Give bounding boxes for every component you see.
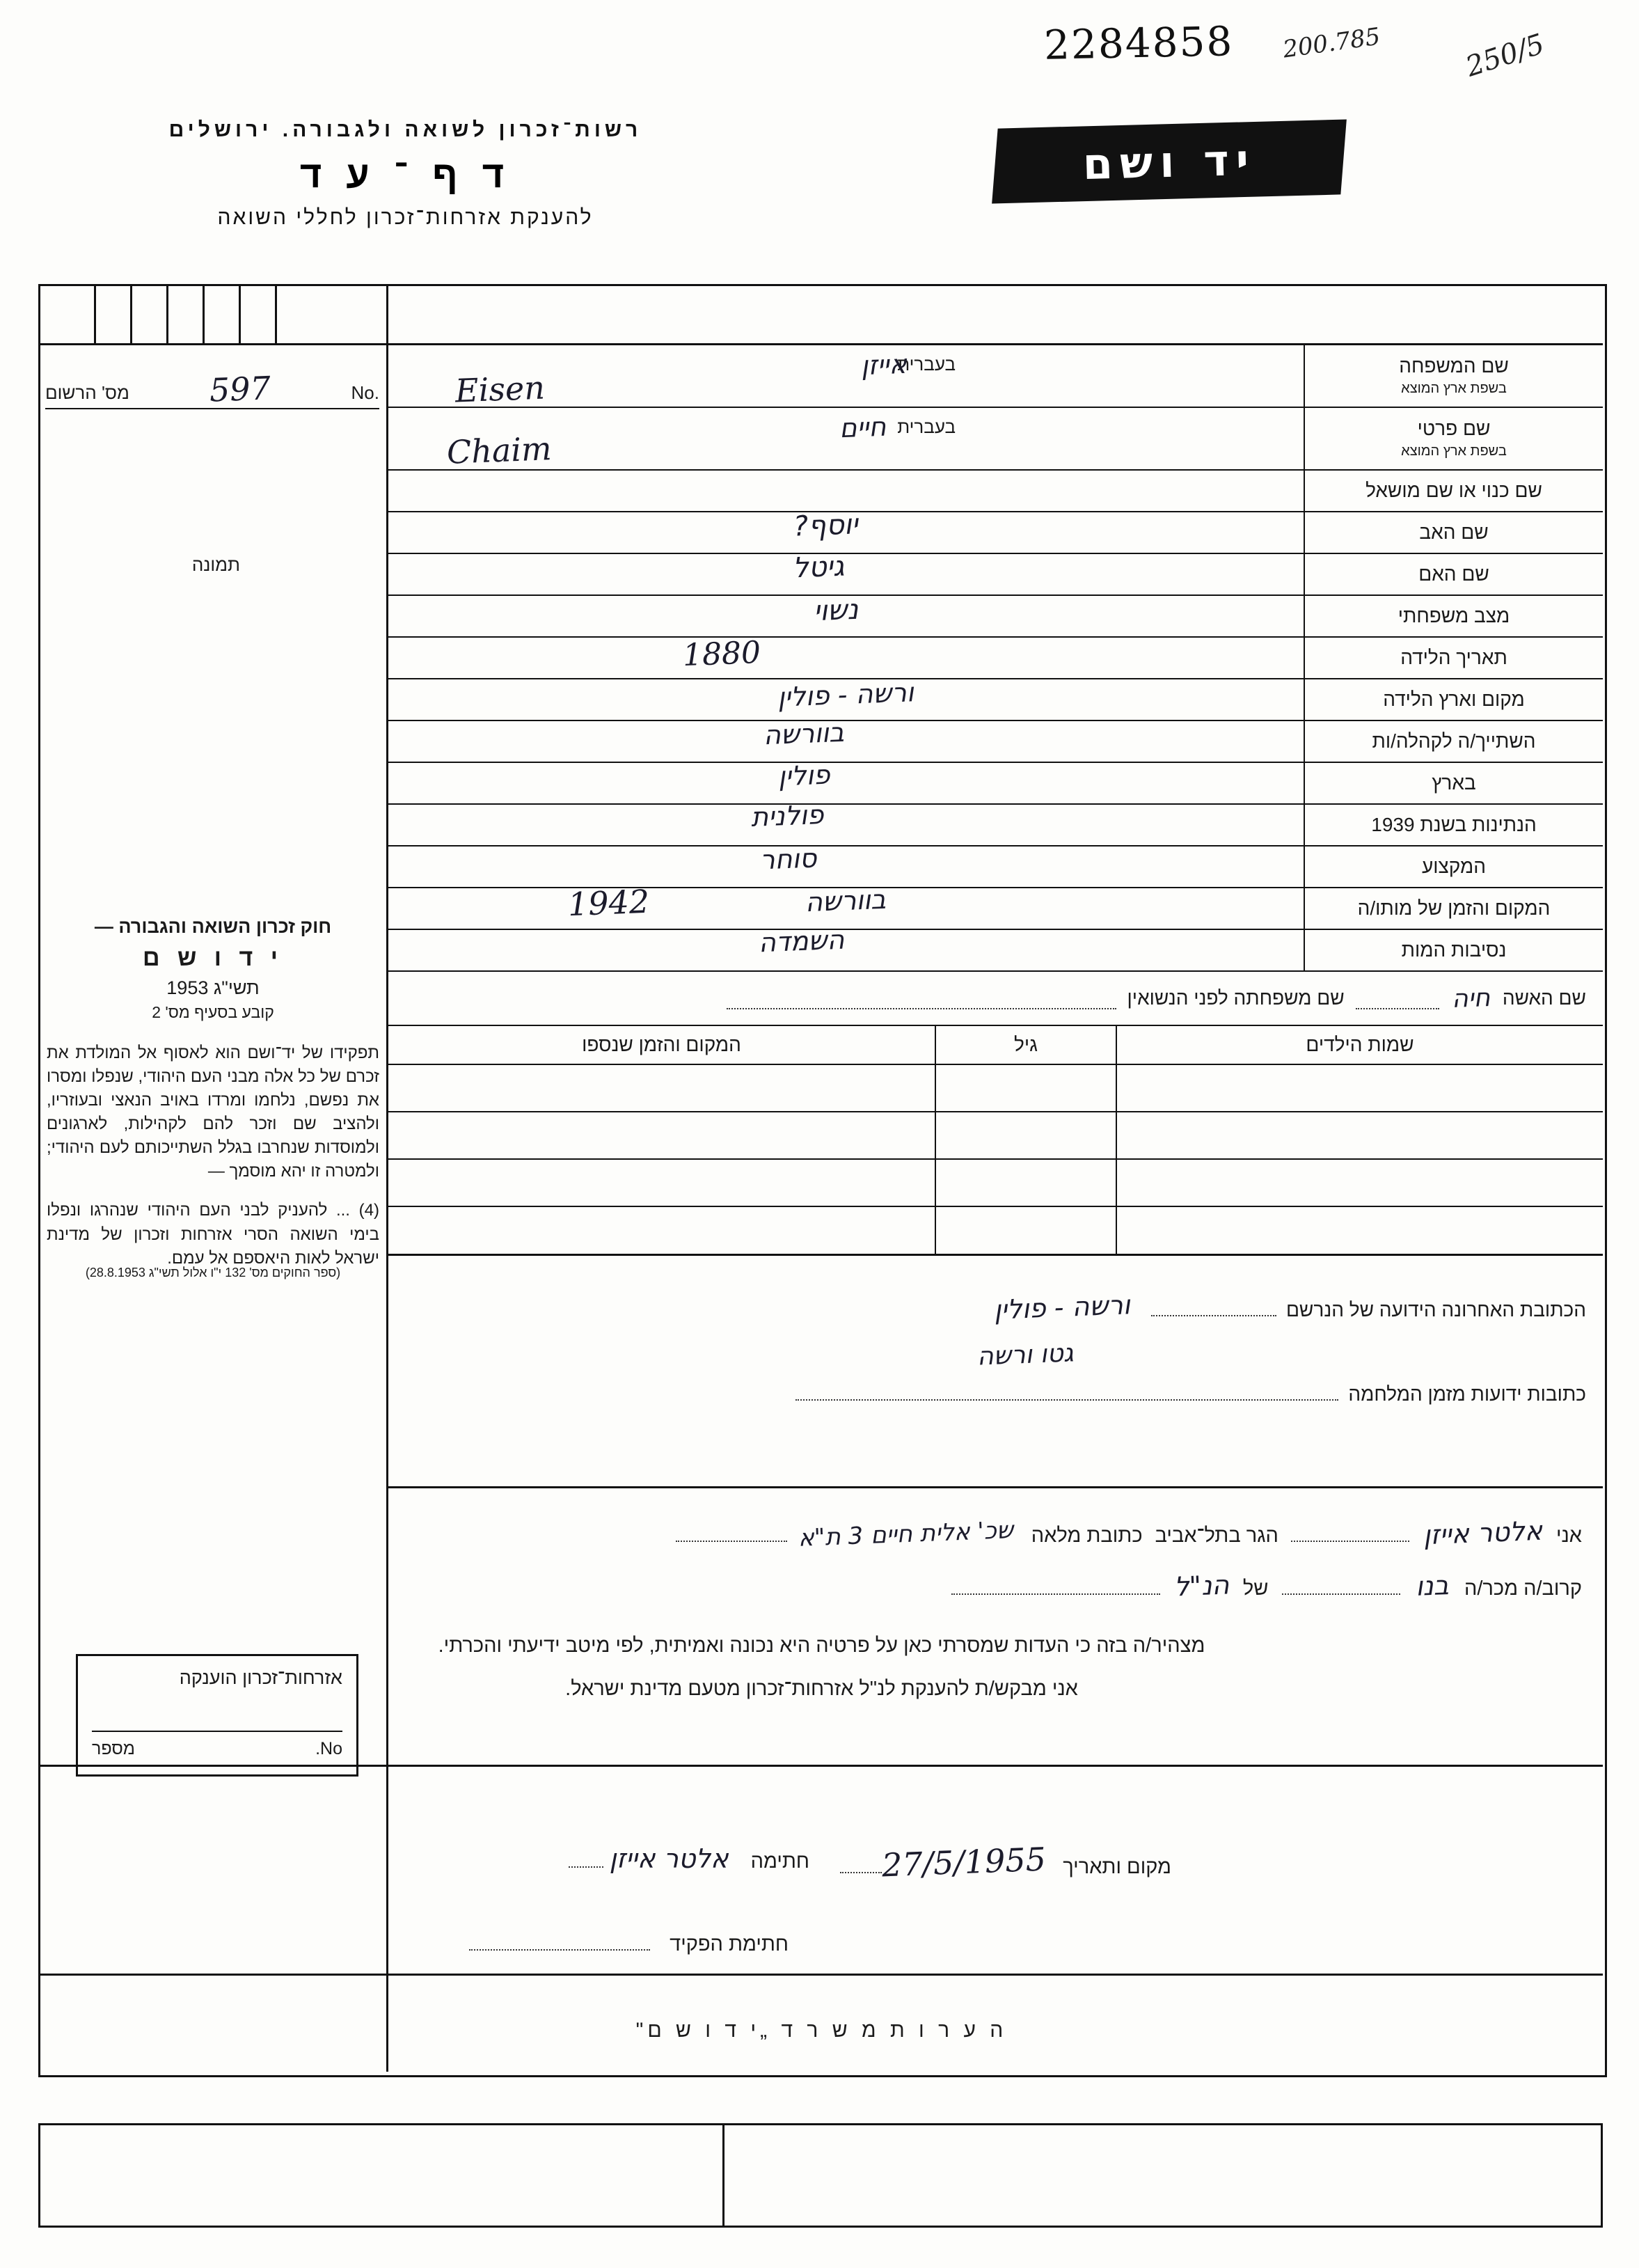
field-value-death-circumstances[interactable] <box>388 924 1304 970</box>
field-sublabel-text: בשפת ארץ המוצא <box>1401 443 1507 459</box>
handwritten-first-name-lat: Chaim <box>446 430 553 471</box>
declaration-dots-4 <box>951 1573 1160 1595</box>
declaration-of-label: של <box>1242 1577 1269 1600</box>
children-cell-age[interactable] <box>935 1160 1116 1206</box>
declaration-statement: מצהיר/ה בזה כי העדות שמסרתי כאן על פרטיה היא נכונה ואמיתית, לפי מיטב ידיעתי והכרתי. <box>438 1635 1205 1657</box>
children-col-age: גיל <box>935 1026 1116 1064</box>
field-value-alias[interactable] <box>388 471 1304 511</box>
document-header <box>139 118 672 230</box>
field-sublabel-text: בשפת ארץ המוצא <box>1401 380 1507 396</box>
signature-row[interactable] <box>569 1843 809 1874</box>
signature-block <box>40 1767 1603 1976</box>
handwritten-death-year: 1942 <box>567 882 650 924</box>
table-row[interactable] <box>388 1065 1603 1112</box>
field-row-mother-name <box>388 550 1603 596</box>
field-row-alias <box>388 471 1603 512</box>
handwritten-citizenship: פולנית <box>750 799 824 833</box>
handwritten-death-place: בוורשה <box>805 883 887 918</box>
declaration-dots-1 <box>1291 1520 1409 1542</box>
field-value-birth-place[interactable] <box>388 679 1304 720</box>
field-label-text: שם האב <box>1419 521 1489 543</box>
topbar-cell-3 <box>166 284 205 345</box>
field-row-death-place-time <box>388 882 1603 930</box>
field-label-text: הנתינות בשנת 1939 <box>1371 813 1537 835</box>
wife-dots-1 <box>1356 987 1439 1009</box>
address-dots-2 <box>795 1378 1338 1401</box>
logo-text: יד ושם <box>1082 134 1257 189</box>
children-cell-place[interactable] <box>388 1112 935 1158</box>
field-label-text: המקצוע <box>1421 855 1487 877</box>
law-line-4: קובע בסעיף מס' 2 <box>152 1003 274 1021</box>
footer-note: ה ע ר ו ת מ ש ר ד „י ד ו ש ם" <box>635 2019 1008 2042</box>
declaration-line-1[interactable] <box>61 1515 1582 1552</box>
handwritten-profession: סוחר <box>759 842 817 876</box>
handwritten-birth-place: ורשה - פולין <box>777 677 914 713</box>
declaration-line-2[interactable] <box>61 1570 1582 1601</box>
field-row-first-name <box>388 408 1603 471</box>
children-cell-place[interactable] <box>388 1160 935 1206</box>
award-box-title: אזרחות־זכרון הוענקה <box>179 1667 342 1688</box>
children-cell-name[interactable] <box>1116 1207 1603 1254</box>
declaration-dots-3 <box>1282 1573 1400 1595</box>
declaration-full-address-label: כתובת מלאה <box>1031 1525 1143 1547</box>
place-date-row[interactable] <box>840 1840 1171 1884</box>
children-col-place: המקום והזמן שנספו <box>582 1034 741 1055</box>
declaration-request: אני מבקש/ת להענקת לנ"ל אזרחות־זכרון מטעם מדינת ישראל. <box>565 1678 1078 1700</box>
field-label-father-name <box>1304 512 1603 553</box>
field-label-profession <box>1304 846 1603 887</box>
field-label-birth-place <box>1304 679 1603 720</box>
field-label-text: שם המשפחה <box>1399 355 1509 377</box>
field-value-citizenship-1939[interactable] <box>388 799 1304 845</box>
field-label-community <box>1304 721 1603 762</box>
topbar-cell-6 <box>275 284 313 345</box>
authority-line: רשות־זכרון לשואה ולגבורה. ירושלים <box>168 118 642 141</box>
field-label-family-name <box>1304 345 1603 407</box>
field-label-text: שם כנוי או שם מושאל <box>1365 479 1542 501</box>
field-label-citizenship-1939 <box>1304 805 1603 845</box>
handwritten-first-name-heb: חיים <box>839 411 887 444</box>
field-value-family-name[interactable] <box>388 345 1304 410</box>
law-line-3: תשי"ג 1953 <box>166 977 260 998</box>
children-cell-name[interactable] <box>1116 1065 1603 1111</box>
handwritten-mother-name: גיטל <box>792 550 845 585</box>
handwritten-death-circumstances: השמדה <box>758 924 845 959</box>
field-row-family-name <box>388 345 1603 408</box>
field-label-text: שם האם <box>1418 562 1489 585</box>
law-text <box>47 1041 379 1286</box>
field-label-first-name <box>1304 408 1603 469</box>
handwritten-declarant-name: אלטר אייזן <box>1423 1515 1543 1551</box>
handwritten-wife-name: חיה <box>1450 983 1491 1014</box>
footer-divider <box>722 2125 725 2226</box>
archive-annotation-2: 250/5 <box>1462 28 1549 84</box>
handwritten-family-name-lat: Eisen <box>454 368 546 410</box>
handwritten-place-date: 27/5/1955 <box>881 1840 1047 1884</box>
handwritten-last-known-address-2: גטו ורשה <box>976 1339 1075 1371</box>
topbar-cell-2 <box>130 284 168 345</box>
field-label-death-circumstances <box>1304 930 1603 970</box>
children-col-names: שמות הילדים <box>1116 1026 1603 1064</box>
field-value-mother-name[interactable] <box>388 550 1304 594</box>
yad-vashem-logo <box>992 119 1347 203</box>
topbar-cell-5 <box>239 284 277 345</box>
table-row[interactable] <box>388 1160 1603 1207</box>
officer-dots <box>469 1928 650 1951</box>
war-address-label: כתובות ידועות מזמן המלחמה <box>1348 1383 1586 1405</box>
wife-row[interactable] <box>388 972 1603 1026</box>
handwritten-marital-status: נשוי <box>812 593 859 628</box>
fields-column <box>388 345 1603 972</box>
field-label-text: תאריך הלידה <box>1400 646 1507 668</box>
law-line-1: חוק זכרון השואה והגבורה — <box>94 916 332 937</box>
field-row-marital-status <box>388 593 1603 638</box>
address-dots-1 <box>1151 1294 1276 1316</box>
handwritten-country: פולין <box>777 759 831 792</box>
field-row-citizenship-1939 <box>388 799 1603 846</box>
field-value-birth-date[interactable] <box>388 634 1304 678</box>
field-row-community <box>388 716 1603 763</box>
award-box-number-label: מספר <box>92 1739 135 1758</box>
archive-stamp-number: 2284858 <box>1043 17 1234 69</box>
field-label-marital-status <box>1304 596 1603 636</box>
last-known-address-row[interactable] <box>993 1289 1586 1325</box>
field-row-birth-date <box>388 634 1603 679</box>
table-row[interactable] <box>388 1207 1603 1254</box>
field-row-profession <box>388 842 1603 888</box>
children-cell-name[interactable] <box>1116 1160 1603 1206</box>
field-row-death-circumstances <box>388 924 1603 972</box>
footer-box <box>38 2123 1603 2228</box>
handwritten-of-value: הנ"ל <box>1173 1569 1230 1602</box>
children-table <box>388 1026 1603 1256</box>
handwritten-signature: אלטר אייזן <box>609 1843 729 1874</box>
children-cell-age[interactable] <box>935 1207 1116 1254</box>
handwritten-relation: בנו <box>1415 1570 1450 1602</box>
declaration-i-label: אני <box>1555 1525 1582 1547</box>
field-value-profession[interactable] <box>388 842 1304 887</box>
officer-signature-row[interactable] <box>469 1928 789 1956</box>
signature-label: חתימה <box>750 1850 809 1873</box>
field-label-text: מקום וארץ הלידה <box>1383 688 1525 710</box>
field-value-first-name[interactable] <box>388 408 1304 469</box>
topbar-cell-4 <box>203 284 241 345</box>
table-row[interactable] <box>388 1112 1603 1160</box>
signature-dots <box>569 1845 603 1868</box>
field-label-text: מצב משפחתי <box>1397 604 1510 627</box>
children-header-row <box>388 1026 1603 1065</box>
children-cell-name[interactable] <box>1116 1112 1603 1158</box>
wife-dots-2 <box>727 987 1116 1009</box>
field-row-father-name <box>388 508 1603 554</box>
field-label-text: המקום והזמן של מותו/ה <box>1357 897 1551 919</box>
handwritten-family-name-heb: אייזן <box>860 348 908 381</box>
declaration-relation-label: קרוב/ה מכר/ה <box>1464 1577 1582 1600</box>
officer-signature-label: חתימת הפקיד <box>670 1933 789 1955</box>
field-label-death-place-time <box>1304 888 1603 929</box>
declaration-block <box>40 1488 1603 1767</box>
field-row-country <box>388 759 1603 805</box>
topbar-cell-1 <box>94 284 132 345</box>
registration-line <box>45 366 379 409</box>
field-label-country <box>1304 763 1603 803</box>
archive-annotation-1: 200.785 <box>1281 22 1382 64</box>
law-paragraph-2: (4) ... להעניק לבני העם היהודי שנהרגו ונפלו בימי השואה הסרי אזרחות וזכרון של מדינת ישראל לאות היאספם אל עמם. <box>47 1201 379 1268</box>
page-subtitle: להענקת אזרחות־זכרון לחללי השואה <box>217 206 594 229</box>
declaration-resident-label: הגר בתל־אביב <box>1155 1525 1278 1547</box>
wife-maiden-label: שם משפחתה לפני הנשואין <box>1127 987 1345 1009</box>
field-label-birth-date <box>1304 638 1603 678</box>
field-lang-label: בעברית <box>897 416 956 437</box>
field-label-text: נסיבות המות <box>1401 938 1507 961</box>
field-value-death-place-time[interactable] <box>388 882 1304 929</box>
handwritten-last-known-address: ורשה - פולין <box>993 1289 1131 1325</box>
field-label-alias <box>1304 471 1603 511</box>
registration-number-handwritten: 597 <box>209 369 272 409</box>
handwritten-father-name: יוסף? <box>793 508 859 543</box>
handwritten-community: בוורשה <box>763 716 845 751</box>
photo-placeholder-label: תמונה <box>191 554 240 575</box>
field-value-country[interactable] <box>388 759 1304 803</box>
law-heading <box>52 916 374 1022</box>
field-value-community[interactable] <box>388 716 1304 762</box>
law-line-2: י ד ו ש ם <box>143 945 283 971</box>
award-box-no-label: No. <box>315 1739 342 1758</box>
page-title: ד ף ־ ע ד <box>299 154 512 196</box>
field-value-father-name[interactable] <box>388 508 1304 553</box>
last-known-address-label: הכתובת האחרונה הידועה של הנרשם <box>1285 1299 1586 1321</box>
children-cell-place[interactable] <box>388 1207 935 1254</box>
children-cell-place[interactable] <box>388 1065 935 1111</box>
children-cell-age[interactable] <box>935 1112 1116 1158</box>
form-topbar <box>38 284 1603 345</box>
address-block <box>388 1259 1603 1488</box>
field-value-marital-status[interactable] <box>388 593 1304 636</box>
law-paragraph-1: תפקידו של יד־ושם הוא לאסוף אל המולדת את זכרם של כל אלה מבני העם היהודי, שנפלו ומסרו את נפשם, נלחמו ומרדו באויב הנאצי ובעוזריו, ולהציב שם וזכר להם לקהילות, לארגונים ולמוסדות שנחרבו בגלל השתייכותם לעם היהודי; ולמטרה זו יהא מוסמך — <box>47 1044 379 1181</box>
field-label-text: בארץ <box>1432 771 1476 794</box>
field-label-mother-name <box>1304 554 1603 594</box>
handwritten-declarant-address: שכ' אלית חיים 3 ת"א <box>798 1516 1014 1552</box>
place-date-label: מקום ותאריך <box>1063 1856 1171 1878</box>
field-label-text: השתייך/ה לקהלה/ות <box>1372 730 1536 752</box>
children-cell-age[interactable] <box>935 1065 1116 1111</box>
topbar-divider <box>386 284 390 345</box>
war-address-row[interactable] <box>795 1378 1586 1405</box>
field-lang-label: בעברית <box>897 354 956 375</box>
registration-no-label: No. <box>351 382 379 403</box>
handwritten-birth-date: 1880 <box>682 634 761 674</box>
law-reference: (ספר החוקים מס' 132 י"ו אלול תשי"ג 28.8.1953) <box>85 1266 341 1279</box>
declaration-dots-2 <box>676 1520 787 1542</box>
field-row-birth-place <box>388 679 1603 721</box>
registration-label: מס' הרשום <box>45 382 129 403</box>
place-date-dots <box>840 1851 882 1873</box>
field-label-text: שם פרטי <box>1417 418 1491 440</box>
wife-label: שם האשה <box>1502 987 1586 1009</box>
